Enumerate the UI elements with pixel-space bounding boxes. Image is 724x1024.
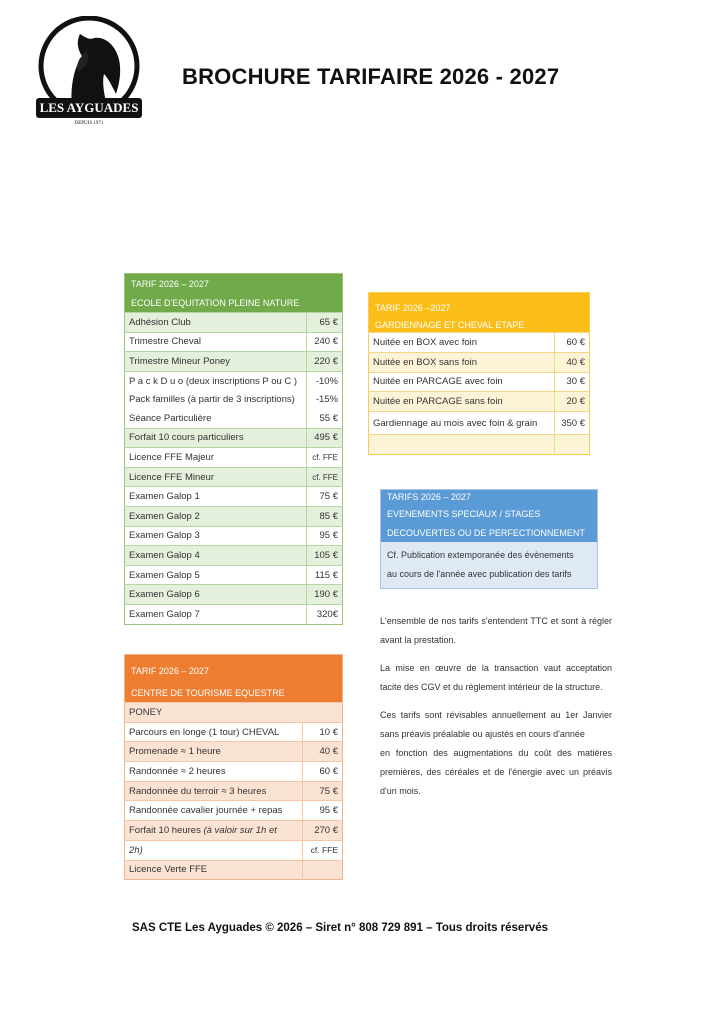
row-price: 95 €	[307, 526, 343, 546]
row-label: Forfait 10 cours particuliers	[125, 428, 307, 448]
table-row	[369, 352, 590, 372]
note-paragraph: en fonction des augmentations du coût des matières premières, des céréales et de l'énergie avec un préavis d'un mois.	[380, 748, 612, 796]
evenements-header-line3: DECOUVERTES OU DE PERFECTIONNEMENT	[381, 523, 598, 542]
row-price: 40 €	[554, 352, 589, 372]
row-price: 95 €	[303, 801, 343, 821]
table-row	[125, 467, 343, 487]
evenements-body-line1: Cf. Publication extemporanée des évènements	[387, 550, 574, 560]
evenements-body	[381, 542, 598, 589]
row-label: Licence FFE Mineur	[125, 467, 307, 487]
row-label: Nuitée en PARCAGE sans foin	[369, 392, 555, 412]
row-label: Examen Galop 3	[125, 526, 307, 546]
row-price: 55 €	[307, 409, 343, 428]
row-price: cf. FFE	[307, 467, 343, 487]
table-row	[125, 526, 343, 546]
table-row	[369, 412, 590, 435]
row-price: 65 €	[307, 313, 343, 333]
terms-notes	[380, 612, 612, 810]
row-price: 60 €	[554, 333, 589, 353]
tourisme-header-line1: TARIF 2026 – 2027	[125, 655, 343, 684]
row-price: 495 €	[307, 428, 343, 448]
row-price	[303, 860, 343, 880]
row-label: Examen Galop 1	[125, 487, 307, 507]
table-row	[125, 428, 343, 448]
note-paragraph: L'ensemble de nos tarifs s'entendent TTC et sont à régler avant la prestation.	[380, 616, 612, 645]
row-label	[125, 840, 303, 860]
row-label: Nuitée en BOX sans foin	[369, 352, 555, 372]
row-label	[125, 821, 303, 841]
svg-text:DEPUIS 1971: DEPUIS 1971	[74, 121, 104, 126]
evenements-tariff-table	[380, 489, 598, 589]
table-row	[125, 703, 343, 723]
row-label-text: Forfait 10 heures	[129, 824, 201, 836]
row-price: cf. FFE	[307, 448, 343, 468]
evenements-body-line2: au cours de l'année avec publication des tarifs	[387, 569, 572, 579]
row-label: Nuitée en PARCAGE avec foin	[369, 372, 555, 392]
table-row	[125, 332, 343, 352]
table-row	[125, 742, 343, 762]
svg-text:LES AYGUADES: LES AYGUADES	[39, 100, 139, 115]
table-row	[125, 585, 343, 605]
table-row	[125, 781, 343, 801]
row-label: Gardiennage au mois avec foin & grain	[369, 412, 555, 435]
tourisme-header-line2: CENTRE DE TOURISME EQUESTRE	[125, 683, 343, 703]
row-label: Parcours en longe (1 tour) CHEVAL	[125, 722, 303, 742]
table-row	[125, 801, 343, 821]
row-label: Séance Particulière	[125, 409, 307, 428]
table-row	[125, 371, 343, 390]
row-price: -10%	[307, 371, 343, 390]
table-row	[125, 546, 343, 566]
table-row	[125, 448, 343, 468]
row-price: 105 €	[307, 546, 343, 566]
row-label: P a c k D u o (deux inscriptions P ou C )	[125, 371, 307, 390]
row-price: 20 €	[554, 392, 589, 412]
row-price: 240 €	[307, 332, 343, 352]
row-label: Trimestre Mineur Poney	[125, 352, 307, 372]
note-paragraph: La mise en œuvre de la transaction vaut acceptation tacite des CGV et du règlement intérieur de la structure.	[380, 663, 612, 692]
row-label: Randonnée cavalier journée + repas	[125, 801, 303, 821]
page-title: BROCHURE TARIFAIRE 2026 - 2027	[182, 64, 560, 89]
row-price: 220 €	[307, 352, 343, 372]
row-price: 350 €	[554, 412, 589, 435]
row-price: 30 €	[554, 372, 589, 392]
table-row	[125, 313, 343, 333]
ecole-header-line2: ECOLE D'EQUITATION PLEINE NATURE	[125, 293, 343, 313]
table-row	[125, 487, 343, 507]
table-row	[125, 840, 343, 860]
ecole-tariff-table	[124, 273, 343, 625]
row-label-italic: 2h)	[129, 844, 143, 856]
row-price: 85 €	[307, 506, 343, 526]
row-label: Examen Galop 4	[125, 546, 307, 566]
row-price: 115 €	[307, 565, 343, 585]
ecole-header-line1: TARIF 2026 – 2027	[125, 274, 343, 294]
row-label: Adhésion Club	[125, 313, 307, 333]
row-price: 75 €	[307, 487, 343, 507]
note-paragraph: Ces tarifs sont révisables annuellement au 1er Janvier sans préavis préalable ou ajustés en cours d'année	[380, 710, 612, 739]
gardiennage-header-line2: GARDIENNAGE ET CHEVAL ETAPE	[369, 318, 590, 333]
gardiennage-header-line1: TARIF 2026 –2027	[369, 293, 590, 319]
row-label: Pack familles (à partir de 3 inscriptions)	[125, 390, 307, 409]
row-label-italic: (à valoir sur 1h et	[203, 824, 277, 836]
table-row	[125, 762, 343, 782]
table-row	[125, 390, 343, 409]
table-row	[125, 860, 343, 880]
evenements-header-line1: TARIFS 2026 – 2027	[381, 490, 598, 505]
row-label: Promenade ≈ 1 heure	[125, 742, 303, 762]
row-price: 75 €	[303, 781, 343, 801]
row-price: 270 €	[303, 821, 343, 841]
row-price: 10 €	[303, 722, 343, 742]
row-label: Examen Galop 7	[125, 604, 307, 624]
table-row	[125, 821, 343, 841]
table-row	[125, 565, 343, 585]
evenements-header-line2: EVENEMENTS SPECIAUX / STAGES	[381, 504, 598, 523]
row-label: Trimestre Cheval	[125, 332, 307, 352]
table-row	[125, 352, 343, 372]
gardiennage-tariff-table	[368, 292, 590, 455]
row-label: Examen Galop 6	[125, 585, 307, 605]
brand-logo	[32, 16, 146, 126]
row-price: 60 €	[303, 762, 343, 782]
table-row	[125, 604, 343, 624]
row-label: Examen Galop 2	[125, 506, 307, 526]
row-price: -15%	[307, 390, 343, 409]
tourisme-tariff-table	[124, 654, 343, 880]
table-row-empty	[369, 435, 590, 455]
row-price: 40 €	[303, 742, 343, 762]
row-price: 190 €	[307, 585, 343, 605]
row-price: cf. FFE	[303, 840, 343, 860]
table-row	[125, 722, 343, 742]
table-row	[125, 409, 343, 428]
table-row	[369, 333, 590, 353]
row-label: Randonnée du terroir ≈ 3 heures	[125, 781, 303, 801]
footer-legal: SAS CTE Les Ayguades © 2026 – Siret n° 808 729 891 – Tous droits réservés	[132, 922, 548, 934]
row-label: Examen Galop 5	[125, 565, 307, 585]
horse-logo-icon	[32, 16, 146, 126]
row-price: 320€	[307, 604, 343, 624]
table-row	[125, 506, 343, 526]
table-row	[369, 392, 590, 412]
row-label: Licence Verte FFE	[125, 860, 303, 880]
row-label: Randonnée ≈ 2 heures	[125, 762, 303, 782]
row-label: PONEY	[125, 703, 343, 723]
row-label: Nuitée en BOX avec foin	[369, 333, 555, 353]
row-label: Licence FFE Majeur	[125, 448, 307, 468]
table-row	[369, 372, 590, 392]
